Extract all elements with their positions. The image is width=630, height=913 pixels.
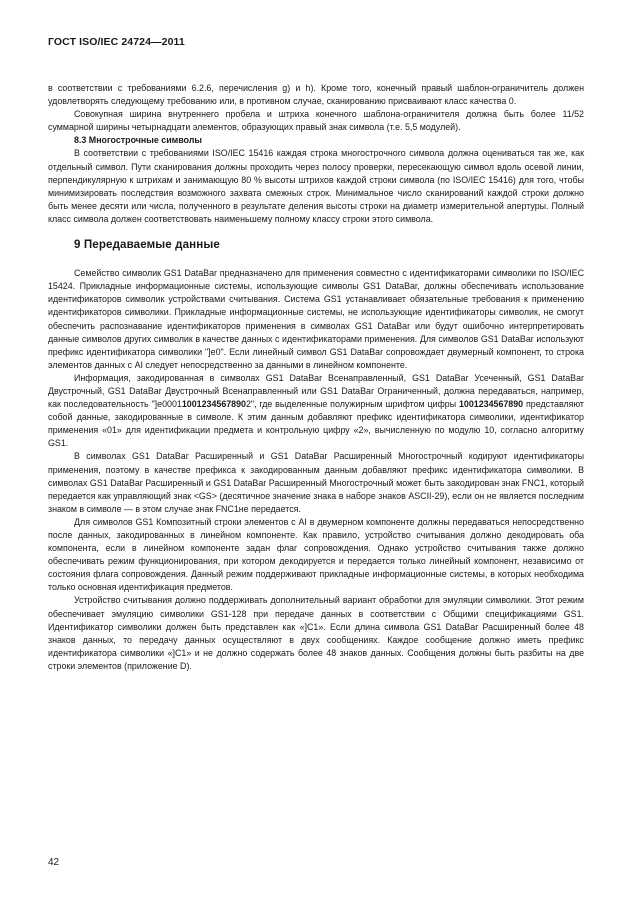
paragraph-symbology-family: Семейство символик GS1 DataBar предназначено для применения совместно с идентификаторами символики по ISO/IEC 15424. Прикладные информационные системы, использующие символы GS1 DataBar, должны обеспечивать использование идентификаторов символик устройствами считывания. Система GS1 устанавливает обязательные требования к применению идентификаторов символики. Прикладные информационные системы, не использующие идентификаторы символик, не смогут обеспечить распознавание идентификаторов применения в символах GS1 DataBar или будут ошибочно интерпретировать данные символов других символик в качестве данных с идентификаторами применения. Для символов GS1 DataBar используют префикс идентификатора символики "]e0". Если линейный символ GS1 DataBar сопровождает двумерный компонент, то строка элементов данных с AI следует непосредственно за данными в линейном компоненте. <box>48 268 584 370</box>
subsection-heading-8-3: 8.3 Многострочные символы <box>74 135 202 146</box>
paragraph-multirow-symbols: В соответствии с требованиями ISO/IEC 15416 каждая строка многострочного символа должна оцениваться так же, как отдельный символ. Пути сканирования должны проходить через полосу проверки, пересекающую символ вдоль осевой линии, перпендикулярную к штрихам и занимающую 80 % высоты штрихов каждой строки символа (по ISO/IEC 15416) для того, чтобы минимизировать последствия возможного захвата смежных строк. Минимальное число сканирований каждой строки должно быть менее десяти или числа, полученного в результате деления высоты строки на диаметр измерительной апертуры. Полный класс символа должен соответствовать наименьшему полному классу строки этого символа. <box>48 148 584 224</box>
section-heading-9: 9 Передаваемые данные <box>74 238 220 252</box>
paragraph-expanded-symbols: В символах GS1 DataBar Расширенный и GS1 DataBar Расширенный Многострочный кодируют идентификаторы применения, поэтому в качестве префикса к закодированным данным добавляют префикс идентификатора символики. В символах GS1 DataBar Расширенный и GS1 DataBar Расширенный Многострочный может быть закодирован знак FNC1, который передается как управляющий знак <GS> (десятичное значение знака в наборе знаков ASCII-29), если он не является последним знаком в символе — в этом случае знак FNC1не передается. <box>48 451 584 514</box>
paragraph-emulation-mode: Устройство считывания должно поддерживать дополнительный вариант обработки для эмуляции символики. Этот режим обеспечивает эмуляцию символики GS1-128 при передаче данных в соответствии с Общими спецификациями GS1. Идентификатор символики должен быть представлен как «]C1». Если длина символа GS1 DataBar Расширенный более 48 знаков данных, то передачу данных осуществляют в двух сообщениях. Каждое сообщение должно иметь префикс идентификатора символики «]C1» и не должно содержать более 48 знаков данных. Сообщения должны быть разбиты на две строки элементов (приложение D). <box>48 595 584 671</box>
page-header: ГОСТ ISO/IEC 24724—2011 <box>48 36 185 48</box>
text-run: представляют собой данные, закодированные в символе. К этим данным добавляют префикс идентификатора символики, идентификатор применения «01» для идентификации предмета и контрольную цифру «2», вычисленную по модулю 10, согласно алгоритму GS1. <box>48 399 584 449</box>
paragraph-continuation: в соответствии с требованиями 6.2.6, перечисления g) и h). Кроме того, конечный правый шаблон-ограничитель должен удовлетворять следующему требованию или, в противном случае, сканированию присваивают класс качества 0. <box>48 83 584 107</box>
document-body <box>48 82 584 673</box>
paragraph-encoded-information <box>48 372 584 451</box>
paragraph-width-requirement: Совокупная ширина внутреннего пробела и штриха конечного шаблона-ограничителя должна быть более 11/52 суммарной ширины четырнадцати элементов, образующих правый знак символа (т.е. 5,5 модулей). <box>48 109 584 133</box>
page-number: 42 <box>48 857 60 868</box>
bold-digits: 1001234567890 <box>181 399 246 410</box>
bold-digits: 1001234567890 <box>458 399 524 410</box>
paragraph-composite-symbols: Для символов GS1 Композитный строки элементов с AI в двумерном компоненте должны передаваться непосредственно после данных, закодированных в линейном компоненте. Как правило, устройство считывания должно декодировать оба компонента, если в линейном компоненте задан флаг сопровождения. Однако устройство считывания также должно обеспечивать режим функционирования, при котором декодируется и передается только линейный компонент, независимо от состояния флага сопровождения. Данный режим поддерживают прикладные информационные системы, в которых необходима только основная идентификация предметов. <box>48 516 584 593</box>
text-run: 2", где выделенные полужирным шрифтом цифры <box>246 399 459 410</box>
text-run: Информация, закодированная в символах GS1 DataBar Всенаправленный, GS1 DataBar Усеченный, GS1 DataBar Двустрочный, GS1 DataBar Двустрочный Всенаправленный или GS1 DataBar Ограниченный, должна передаваться, например, как последовательность "]e0001 <box>48 372 584 410</box>
